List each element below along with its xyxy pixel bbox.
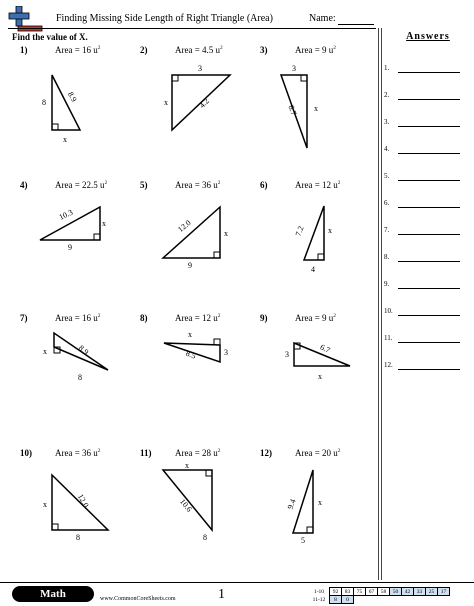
answer-blank[interactable] bbox=[398, 261, 460, 262]
area-exponent: 2 bbox=[337, 449, 341, 454]
side-label: 9 bbox=[188, 261, 192, 270]
answer-blank[interactable] bbox=[398, 207, 460, 208]
area-exponent: 2 bbox=[97, 314, 101, 319]
answer-blank[interactable] bbox=[398, 315, 460, 316]
answer-number: 2. bbox=[384, 91, 390, 99]
area-text: Area = 9 u bbox=[295, 313, 334, 323]
right-angle-marker bbox=[172, 75, 178, 81]
score-cell: 25 bbox=[426, 588, 438, 596]
answer-number: 5. bbox=[384, 172, 390, 180]
score-cell: 92 bbox=[330, 588, 342, 596]
area-exponent: 2 bbox=[333, 314, 336, 319]
answers-heading: Answers bbox=[406, 31, 450, 42]
answer-column-divider-inner bbox=[381, 28, 382, 580]
area-exponent: 2 bbox=[217, 314, 221, 319]
subject-badge: Math bbox=[12, 586, 94, 602]
right-angle-marker bbox=[307, 527, 313, 533]
area-text: Area = 12 u bbox=[175, 313, 218, 323]
area-exponent: 2 bbox=[97, 46, 101, 51]
answer-blank[interactable] bbox=[398, 72, 460, 73]
answer-blank[interactable] bbox=[398, 288, 460, 289]
score-cell: 75 bbox=[354, 588, 366, 596]
problem-number: 6) bbox=[260, 180, 268, 190]
right-triangle bbox=[52, 75, 80, 130]
page-number: 1 bbox=[218, 587, 225, 602]
answer-blank[interactable] bbox=[398, 180, 460, 181]
score-cell: 0 bbox=[342, 596, 354, 604]
score-row bbox=[309, 596, 450, 604]
right-angle-marker bbox=[52, 524, 58, 530]
problem-number: 5) bbox=[140, 180, 148, 190]
area-text: Area = 22.5 u bbox=[55, 180, 105, 190]
side-label: x bbox=[164, 98, 168, 107]
area-text: Area = 28 u bbox=[175, 448, 218, 458]
answer-number: 7. bbox=[384, 226, 390, 234]
problem-number: 12) bbox=[260, 448, 272, 458]
side-label: 4 bbox=[311, 265, 315, 274]
area-text: Area = 36 u bbox=[175, 180, 218, 190]
right-angle-marker bbox=[318, 254, 324, 260]
problem-number: 10) bbox=[20, 448, 32, 458]
side-label: x bbox=[318, 372, 322, 381]
problem-number: 2) bbox=[140, 45, 148, 55]
side-label: x bbox=[314, 104, 318, 113]
score-row-label: 11-12 bbox=[312, 596, 326, 603]
side-label: 3 bbox=[198, 64, 202, 73]
answer-number: 9. bbox=[384, 280, 390, 288]
area-text: Area = 9 u bbox=[295, 45, 334, 55]
side-label: 8 bbox=[76, 533, 80, 542]
score-table bbox=[309, 587, 450, 604]
score-cell: 83 bbox=[342, 588, 354, 596]
area-text: Area = 36 u bbox=[55, 448, 98, 458]
side-label: 8.9 bbox=[65, 90, 79, 104]
side-label: 3 bbox=[292, 64, 296, 73]
side-label: x bbox=[328, 226, 332, 235]
side-label: 8 bbox=[42, 98, 46, 107]
side-label: 9.4 bbox=[285, 497, 298, 511]
side-label: x bbox=[224, 229, 228, 238]
problem-number: 4) bbox=[20, 180, 28, 190]
side-label: x bbox=[63, 135, 67, 144]
side-label: 12.0 bbox=[176, 218, 193, 235]
answer-number: 1. bbox=[384, 64, 390, 72]
side-label: 7.2 bbox=[293, 224, 306, 238]
score-cell: 58 bbox=[378, 588, 390, 596]
area-exponent: 2 bbox=[337, 181, 341, 186]
side-label: x bbox=[43, 500, 47, 509]
side-label: 5 bbox=[301, 536, 305, 545]
side-label: 3 bbox=[224, 348, 228, 357]
answer-number: 8. bbox=[384, 253, 390, 261]
problem-number: 9) bbox=[260, 313, 268, 323]
side-label: x bbox=[185, 461, 189, 470]
side-label: 12.0 bbox=[75, 492, 91, 510]
side-label: 6.7 bbox=[286, 103, 299, 117]
score-cell: 42 bbox=[402, 588, 414, 596]
problem-number: 11) bbox=[140, 448, 152, 458]
name-label: Name: bbox=[309, 13, 336, 24]
area-exponent: 2 bbox=[97, 449, 101, 454]
right-angle-marker bbox=[206, 470, 212, 476]
side-label: 6.7 bbox=[318, 342, 332, 355]
score-cell: 8 bbox=[330, 596, 342, 604]
score-cell: 50 bbox=[390, 588, 402, 596]
area-exponent: 2 bbox=[217, 449, 221, 454]
score-cell: 67 bbox=[366, 588, 378, 596]
side-label: 8 bbox=[78, 373, 82, 382]
side-label: 10.3 bbox=[57, 207, 75, 222]
area-text: Area = 16 u bbox=[55, 313, 98, 323]
page-title: Finding Missing Side Length of Right Triangle (Area) bbox=[56, 13, 273, 24]
area-text: Area = 4.5 u bbox=[175, 45, 221, 55]
answer-number: 6. bbox=[384, 199, 390, 207]
problem-number: 8) bbox=[140, 313, 148, 323]
side-label: 4.2 bbox=[197, 96, 211, 110]
side-label: 3 bbox=[285, 350, 289, 359]
right-angle-marker bbox=[94, 234, 100, 240]
problem-number: 3) bbox=[260, 45, 268, 55]
answer-number: 10. bbox=[384, 307, 393, 315]
right-triangle bbox=[304, 206, 324, 260]
score-cell: 33 bbox=[414, 588, 426, 596]
answer-blank[interactable] bbox=[398, 369, 460, 370]
side-label: 9 bbox=[68, 243, 72, 252]
area-text: Area = 12 u bbox=[295, 180, 338, 190]
right-angle-marker bbox=[301, 75, 307, 81]
side-label: 8.5 bbox=[184, 348, 198, 361]
area-exponent: 2 bbox=[217, 181, 221, 186]
score-cell: 17 bbox=[438, 588, 450, 596]
answer-blank[interactable] bbox=[398, 342, 460, 343]
problem-number: 1) bbox=[20, 45, 28, 55]
answer-blank[interactable] bbox=[398, 126, 460, 127]
area-text: Area = 16 u bbox=[55, 45, 98, 55]
score-row bbox=[309, 588, 450, 596]
answer-blank[interactable] bbox=[398, 234, 460, 235]
right-triangle bbox=[163, 207, 220, 258]
score-row-label: 1-10 bbox=[313, 588, 325, 595]
answer-blank[interactable] bbox=[398, 153, 460, 154]
answer-blank[interactable] bbox=[398, 99, 460, 100]
side-label: x bbox=[43, 347, 47, 356]
side-label: x bbox=[102, 219, 106, 228]
answer-number: 11. bbox=[384, 334, 393, 342]
side-label: x bbox=[318, 498, 322, 507]
side-label: 8 bbox=[203, 533, 207, 542]
answer-column-divider bbox=[378, 28, 379, 580]
area-text: Area = 20 u bbox=[295, 448, 338, 458]
instructions: Find the value of X. bbox=[12, 32, 88, 42]
answer-number: 12. bbox=[384, 361, 393, 369]
side-label: 10.6 bbox=[177, 497, 194, 514]
right-angle-marker bbox=[52, 124, 58, 130]
area-exponent: 2 bbox=[104, 181, 108, 186]
website-text: www.CommonCoreSheets.com bbox=[100, 596, 176, 602]
problem-number: 7) bbox=[20, 313, 28, 323]
area-exponent: 2 bbox=[220, 46, 223, 51]
right-angle-marker bbox=[214, 252, 220, 258]
area-exponent: 2 bbox=[333, 46, 336, 51]
side-label: x bbox=[188, 330, 192, 339]
side-label: 8.9 bbox=[76, 343, 91, 357]
answer-number: 4. bbox=[384, 145, 390, 153]
answer-number: 3. bbox=[384, 118, 390, 126]
